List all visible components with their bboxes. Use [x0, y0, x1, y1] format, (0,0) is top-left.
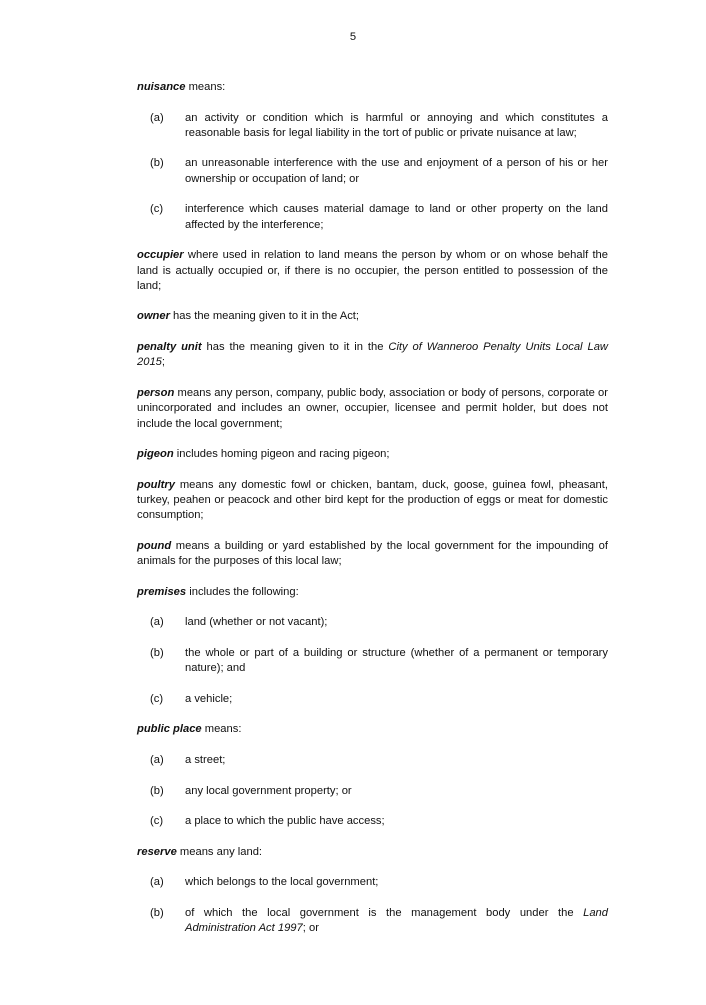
definition-text: a place to which the public have access; — [185, 815, 385, 828]
definition-text: includes the following: — [186, 585, 299, 598]
list-item-premises-c — [137, 692, 608, 707]
definition-poultry — [137, 478, 608, 524]
cited-law-title: City of Wanneroo Penalty Units Local Law 2015 — [137, 341, 608, 369]
definition-nuisance — [137, 80, 608, 95]
definition-text: has the meaning given to it in the Act; — [169, 310, 360, 323]
definition-text: a street; — [185, 754, 226, 767]
list-item-text — [185, 111, 608, 142]
definition-owner — [137, 309, 608, 324]
definition-occupier — [137, 248, 608, 294]
list-item-text — [185, 875, 608, 890]
definition-reserve — [137, 845, 608, 860]
list-item-reserve-b — [137, 906, 608, 937]
definition-text: any local government property; or — [185, 784, 352, 797]
list-item-text — [185, 615, 608, 630]
cited-law-title: Land Administration Act 1997 — [185, 907, 608, 935]
definition-text: an unreasonable interference with the use and enjoyment of a person of his or her ownership or occupation of land; or — [185, 157, 608, 185]
list-item-text — [185, 906, 608, 937]
list-item-premises-a — [137, 615, 608, 630]
list-item-label: (c) — [150, 815, 164, 828]
definition-penalty-unit — [137, 340, 608, 371]
page-number: 5 — [349, 31, 357, 43]
definition-text: an activity or condition which is harmful or annoying and which constitutes a reasonable basis for legal liability in the tort of public or private nuisance at law; — [185, 111, 608, 139]
list-item-public-place-b — [137, 784, 608, 799]
list-item-label: (c) — [150, 692, 164, 705]
definition-text: includes homing pigeon and racing pigeon; — [173, 448, 390, 461]
list-item-reserve-a — [137, 875, 608, 890]
list-item-label: (b) — [150, 784, 164, 797]
definition-term: nuisance — [137, 80, 186, 93]
list-item-text — [185, 784, 608, 799]
definition-premises — [137, 585, 608, 600]
definition-text: which belongs to the local government; — [185, 876, 379, 889]
definition-term: pound — [137, 539, 172, 552]
list-item-text — [185, 692, 608, 707]
list-item-label: (a) — [150, 754, 164, 767]
definition-text: ; — [161, 356, 165, 369]
definition-term: owner — [137, 310, 170, 323]
list-item-label: (a) — [150, 111, 164, 124]
definition-text: has the meaning given to it in the — [201, 341, 389, 354]
list-item-text — [185, 202, 608, 233]
definition-person — [137, 386, 608, 432]
list-item-label: (c) — [150, 203, 164, 216]
list-item-label: (b) — [150, 157, 164, 170]
definition-term: poultry — [137, 478, 175, 491]
list-item-nuisance-a — [137, 111, 608, 142]
list-item-label: (b) — [150, 646, 164, 659]
definition-text: means a building or yard established by the local government for the impounding of animals for the purposes of this local law; — [137, 539, 608, 568]
list-item-public-place-a — [137, 753, 608, 768]
definition-text: land (whether or not vacant); — [185, 616, 328, 629]
definition-text: means any domestic fowl or chicken, bantam, duck, goose, guinea fowl, pheasant, turkey, peahen or peacock and other bird kept for the production of eggs or meat for domestic consumption; — [137, 478, 608, 522]
list-item-public-place-c — [137, 814, 608, 829]
list-item-text — [185, 646, 608, 677]
definition-public-place — [137, 722, 608, 737]
definition-term: pigeon — [137, 448, 174, 461]
definition-text: the whole or part of a building or structure (whether of a permanent or temporary nature); and — [185, 646, 608, 675]
list-item-label: (a) — [150, 876, 164, 889]
definition-term: person — [137, 386, 175, 399]
list-item-text — [185, 156, 608, 187]
list-item-premises-b — [137, 646, 608, 677]
list-item-label: (a) — [150, 616, 164, 629]
list-item-nuisance-b — [137, 156, 608, 187]
list-item-nuisance-c — [137, 202, 608, 233]
definition-term: public place — [137, 723, 202, 736]
definitions — [137, 80, 608, 937]
definition-text: a vehicle; — [185, 692, 233, 705]
definition-pound — [137, 539, 608, 570]
list-item-label: (b) — [150, 907, 164, 920]
definition-term: reserve — [137, 845, 177, 858]
list-item-text — [185, 753, 608, 768]
definition-text: means any person, company, public body, association or body of persons, corporate or unincorporated and includes an owner, occupier, licensee and permit holder, but does not include the local government; — [137, 386, 608, 430]
definition-term: premises — [137, 585, 187, 598]
list-item-text — [185, 814, 608, 829]
definition-text: interference which causes material damage to land or other property on the land affected by the interference; — [185, 203, 608, 231]
definition-text: means: — [201, 723, 242, 736]
definition-text: means any land: — [176, 845, 263, 858]
definition-term: penalty unit — [137, 341, 202, 354]
definition-text: means: — [185, 80, 226, 93]
definition-term: occupier — [137, 249, 184, 262]
definition-text: where used in relation to land means the person by whom or on whose behalf the land is actually occupied or, if there is no occupier, the person entitled to possession of the land; — [137, 249, 608, 292]
definition-text: of which the local government is the management body under the — [185, 907, 584, 920]
definition-pigeon — [137, 447, 608, 462]
definition-text: ; or — [302, 922, 319, 935]
